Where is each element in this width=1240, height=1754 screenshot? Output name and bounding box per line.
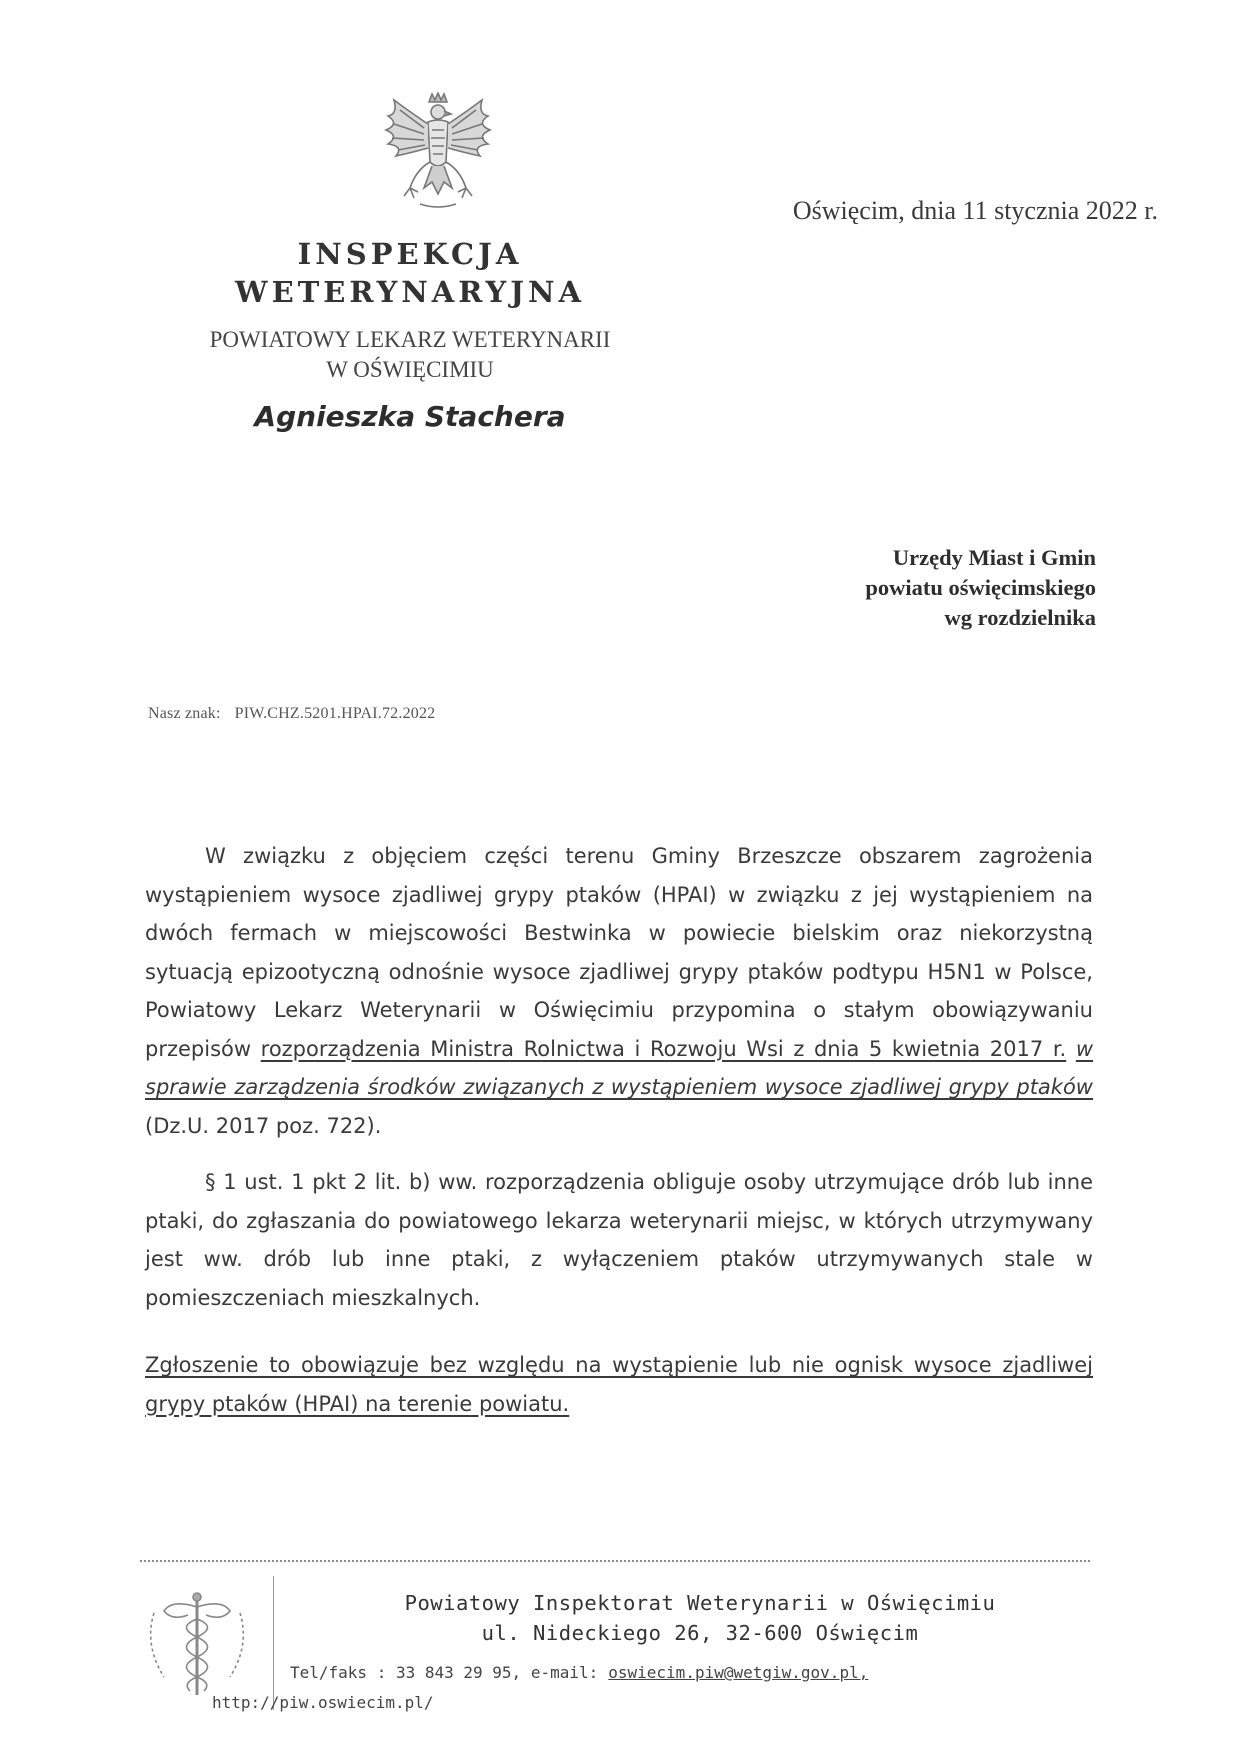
recipient-line-1: Urzędy Miast i Gmin [892, 545, 1096, 570]
letter-body [145, 837, 1093, 1423]
paragraph-1-text: W związku z objęciem części terenu Gminy Brzeszcze obszarem zagrożenia wystąpieniem wysoce zjadliwej grypy ptaków (HPAI) w związku z jej wystąpieniem na dwóch fermach w miejscowości Bestwinka w powiecie bielskim oraz niekorzystną sytuacją epizootyczną odnośnie wysoce zjadliwej grypy ptaków podtypu H5N1 w Polsce, Powiatowy Lekarz Weterynarii w Oświęcimiu przypomina o stałym obowiązywaniu przepisów [145, 844, 1093, 1061]
footer-contact [290, 1663, 868, 1682]
organization-name [180, 235, 640, 311]
email-link[interactable]: oswiecim.piw@wetgiw.gov.pl, [608, 1663, 869, 1682]
office-title [170, 325, 650, 385]
paragraph-1-space [1066, 1037, 1076, 1061]
reference-label: Nasz znak: [148, 705, 221, 722]
white-eagle-emblem-icon [380, 92, 495, 214]
recipient-line-2: powiatu oświęcimskiego [865, 575, 1096, 600]
footer-divider [273, 1576, 274, 1710]
recipient-block [760, 543, 1096, 633]
institution-name: Powiatowy Inspektorat Weterynarii w Oświęcimiu [404, 1591, 996, 1615]
website-link[interactable]: http://piw.oswiecim.pl/ [212, 1693, 434, 1712]
paragraph-1 [145, 837, 1093, 1145]
organization-line-2: WETERYNARYJNA [235, 275, 585, 309]
phone-fax: Tel/faks : 33 843 29 95, e-mail: [290, 1663, 599, 1682]
signatory-name: Agnieszka Stachera [254, 400, 566, 433]
organization-line-1: INSPEKCJA [297, 237, 523, 271]
footer-separator [140, 1560, 1090, 1562]
footer-institution [340, 1588, 1060, 1648]
paragraph-3: Zgłoszenie to obowiązuje bez względu na wystąpienie lub nie ognisk wysoce zjadliwej grypy ptaków (HPAI) na terenie powiatu. [145, 1353, 1093, 1416]
reference-number [148, 705, 435, 723]
institution-address: ul. Nideckiego 26, 32-600 Oświęcim [481, 1621, 919, 1645]
regulation-title: w sprawie zarządzenia środków związanych z wystąpieniem wysoce zjadliwej grypy ptaków [145, 1036, 1093, 1099]
journal-reference: (Dz.U. 2017 poz. 722). [145, 1113, 382, 1138]
recipient-line-3: wg rozdzielnika [944, 605, 1096, 630]
office-line-2: W OŚWIĘCIMIU [326, 357, 494, 382]
reference-value: PIW.CHZ.5201.HPAI.72.2022 [234, 705, 436, 722]
document-date: Oświęcim, dnia 11 stycznia 2022 r. [792, 196, 1158, 225]
office-line-1: POWIATOWY LEKARZ WETERYNARII [209, 327, 611, 352]
paragraph-2: § 1 ust. 1 pkt 2 lit. b) ww. rozporządzenia obliguje osoby utrzymujące drób lub inne ptaki, do zgłaszania do powiatowego lekarza weterynarii miejsc, w których utrzymywany jest ww. drób lub inne ptaki, z wyłączeniem ptaków utrzymywanych stale w pomieszczeniach mieszkalnych. [145, 1170, 1093, 1310]
regulation-reference: rozporządzenia Ministra Rolnictwa i Rozwoju Wsi z dnia 5 kwietnia 2017 r. [260, 1036, 1067, 1061]
caduceus-logo-icon [138, 1585, 256, 1705]
